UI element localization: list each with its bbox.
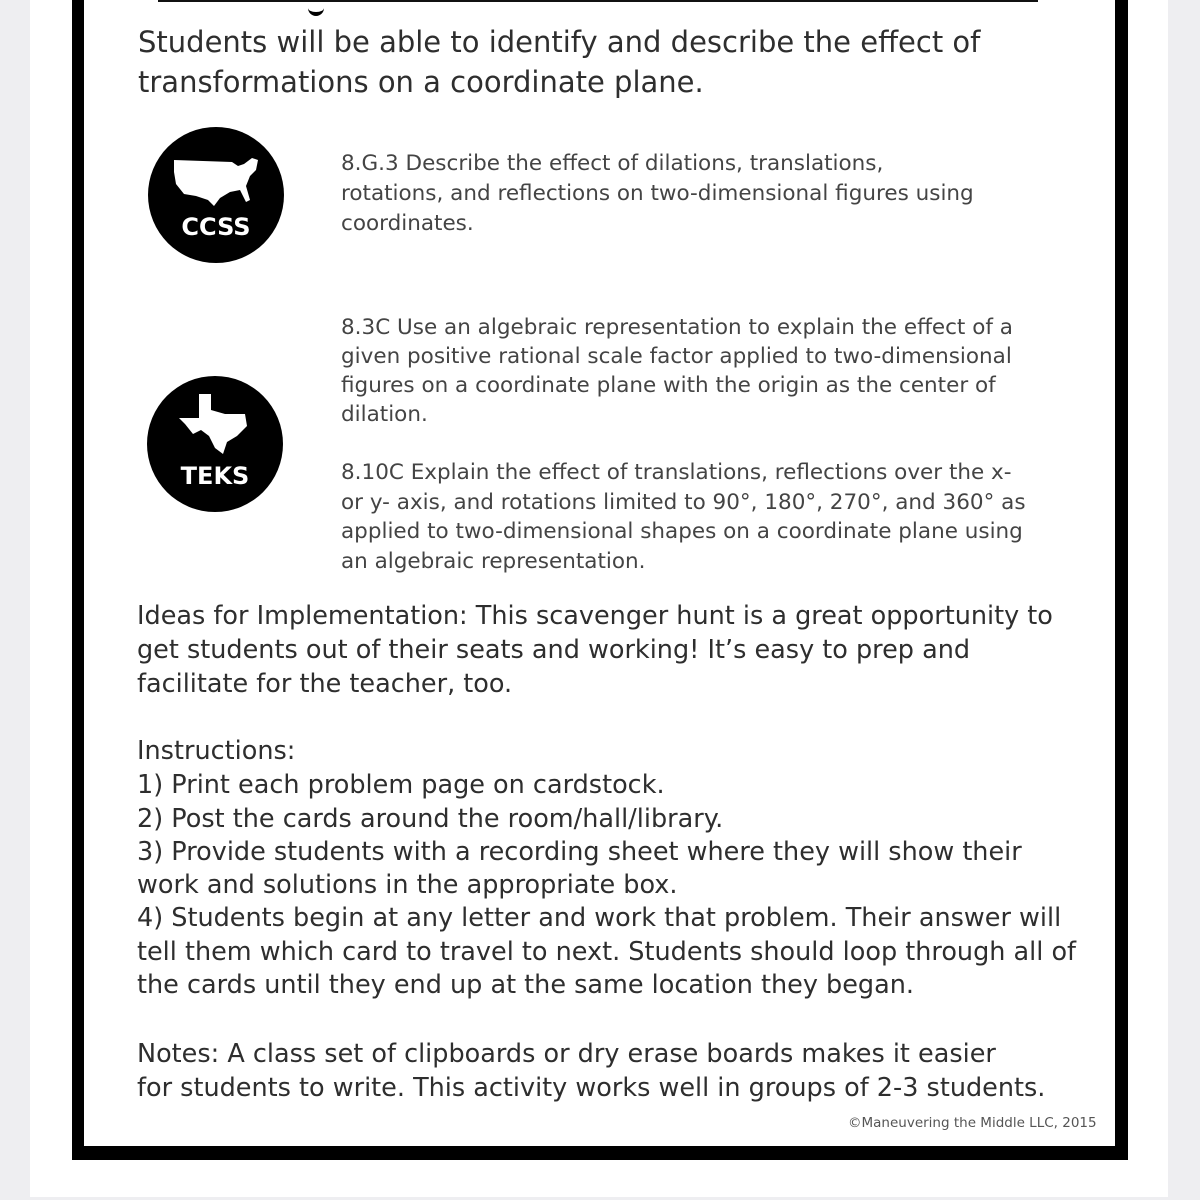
usa-map-icon <box>172 156 262 212</box>
title-underline <box>158 0 1038 2</box>
objective-text: Students will be able to identify and describe the effect of transformations on a coordinate plane. <box>138 25 981 99</box>
instruction-step: 3) Provide students with a recording sheet where they will show their work and solutions in the appropriate box. <box>137 837 1022 900</box>
notes-text: Notes: A class set of clipboards or dry erase boards makes it easier for students to write. This activity works well in groups of 2-3 students. <box>137 1039 1046 1103</box>
teks-standard-8-3c: 8.3C Use an algebraic representation to explain the effect of a given positive rational scale factor applied to two-dimensional figures on a coordinate plane with the origin as the center of dilation. <box>341 315 1013 427</box>
instructions-heading: Instructions: <box>137 736 296 766</box>
instruction-step: 1) Print each problem page on cardstock. <box>137 770 665 800</box>
ideas-for-implementation: Ideas for Implementation: This scavenger hunt is a great opportunity to get students out of their seats and working! It’s easy to prep and facilitate for the teacher, too. <box>137 601 1053 699</box>
teks-label: TEKS <box>180 462 250 490</box>
ccss-label: CCSS <box>181 213 251 241</box>
copyright-text: ©Maneuvering the Middle LLC, 2015 <box>848 1115 1097 1131</box>
teks-standard-8-10c: 8.10C Explain the effect of translations, reflections over the x- or y- axis, and rotations limited to 90°, 180°, 270°, and 360° as applied to two-dimensional shapes on a coordinate plane using an algebraic representation. <box>341 460 1026 574</box>
teks-badge <box>147 376 283 512</box>
title-descender <box>308 0 324 16</box>
instruction-step: 4) Students begin at any letter and work that problem. Their answer will tell them which card to travel to next. Students should loop through all of the cards until they end up at the same location they began. <box>137 903 1077 1000</box>
texas-map-icon <box>179 392 249 454</box>
instruction-step: 2) Post the cards around the room/hall/library. <box>137 804 724 834</box>
ccss-standard: 8.G.3 Describe the effect of dilations, translations, rotations, and reflections on two-dimensional figures using coordinates. <box>341 151 974 236</box>
ccss-badge <box>148 127 284 263</box>
